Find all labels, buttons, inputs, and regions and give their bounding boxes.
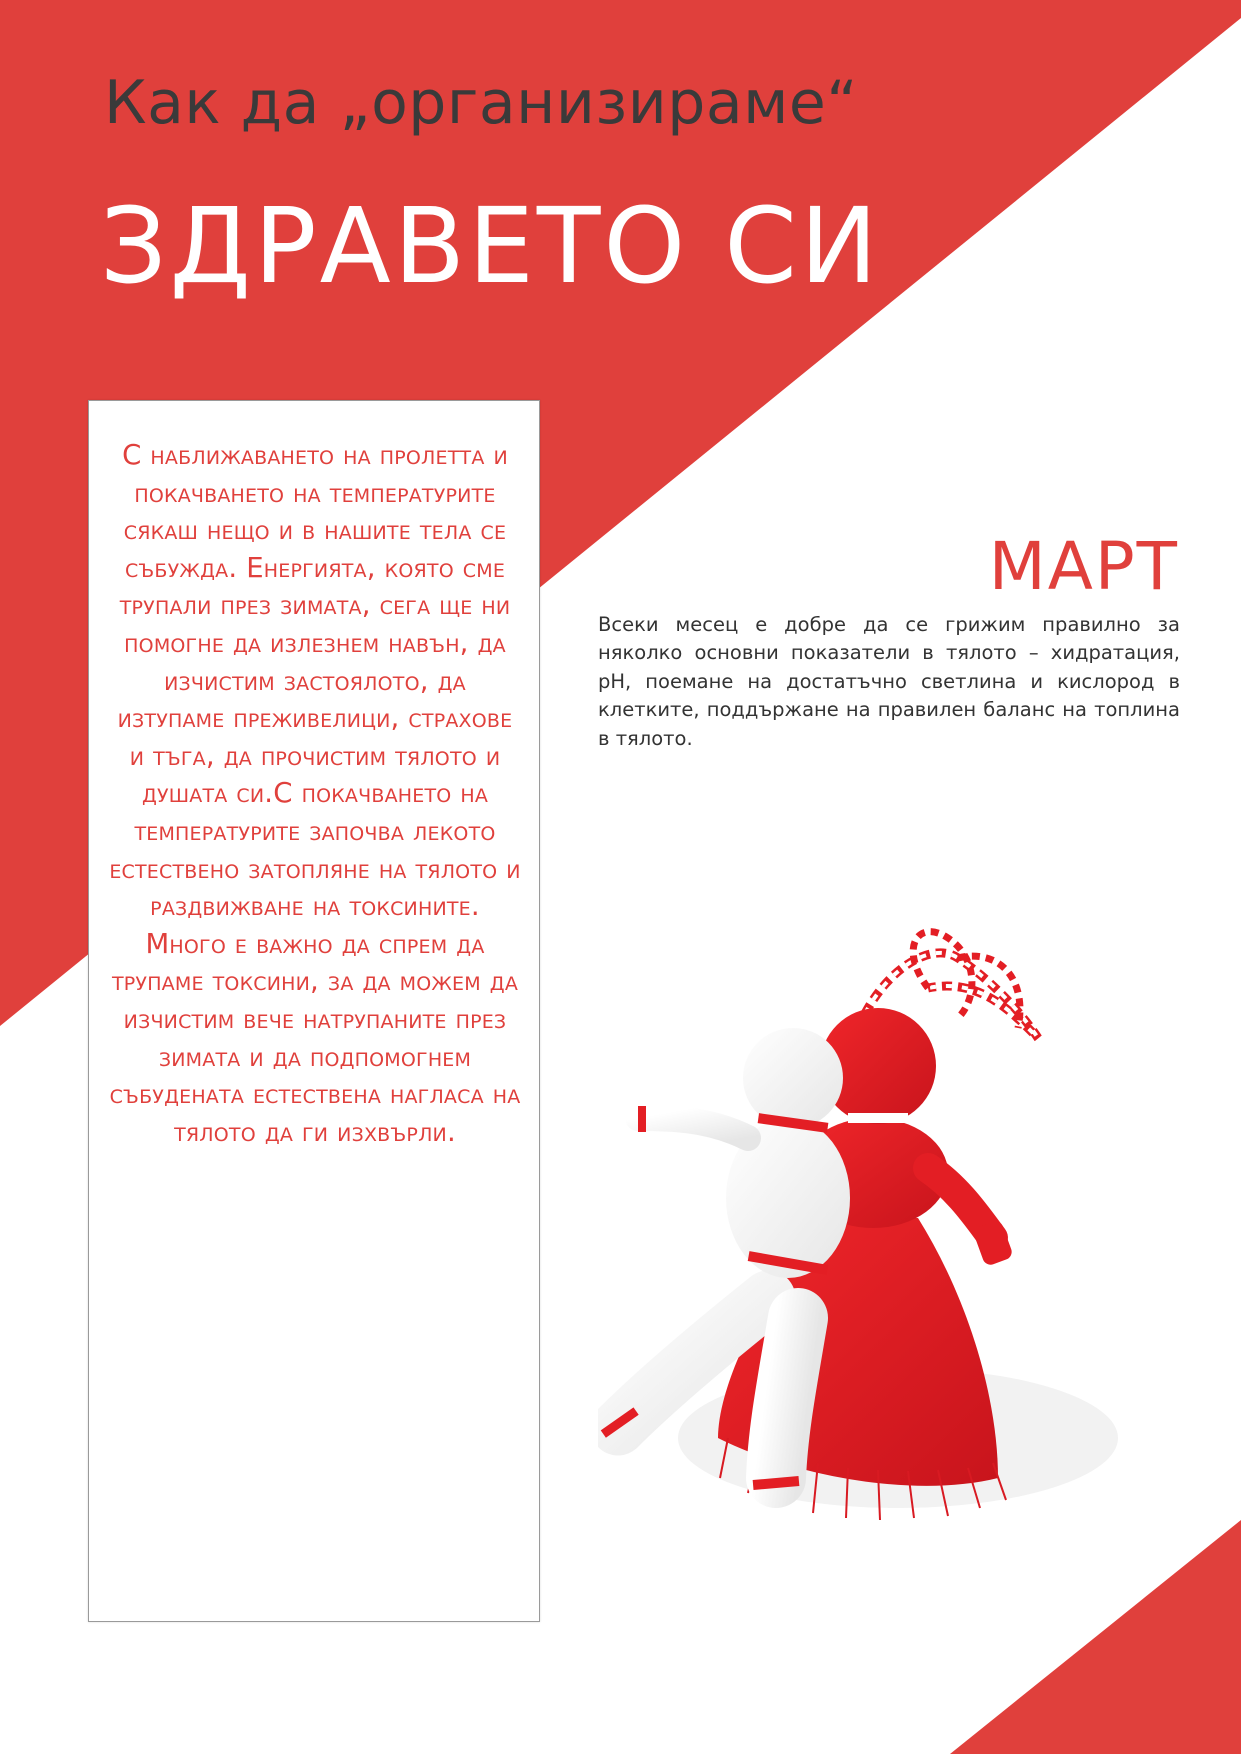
martenitsa-dolls-icon [601, 932, 1118, 1520]
month-description: Всеки месец е добре да се грижим правилно за няколко основни показатели в тялото – хидратация, pH, поемане на достатъчно светлина и кислород в клетките, поддържане на правилен баланс на топлина в тялото. [598, 613, 1180, 750]
white-doll-leg-right [776, 1318, 798, 1478]
text-box [88, 400, 540, 1622]
text-box-body: С наближаването на пролетта и покачването на температурите сякаш нещо и в нашите тела се събужда. Енергията, която сме трупали през зимата, сега ще ни помогне да излезнем навън, да изчистим застоялото, да изтупаме преживелици, страхове и тъга, да прочистим тялото и душата си.С покачването на температурите започва лекото естествено затопляне на тялото и раздвижване на токсините. Много е важно да спрем да трупаме токсини, за да можем да изчистим вече натрупаните през зимата и да подпомогнем събудената естествена нагласа на тялото да ги изхвърли. [109, 439, 521, 1148]
cord-loop [913, 932, 972, 1018]
white-doll-head [743, 1028, 843, 1128]
page-title: ЗДРАВЕТО СИ [100, 185, 881, 307]
page-subtitle: Как да „организираме“ [104, 68, 858, 138]
month-heading: МАРТ [988, 528, 1179, 605]
martenitsa-image [598, 918, 1138, 1618]
